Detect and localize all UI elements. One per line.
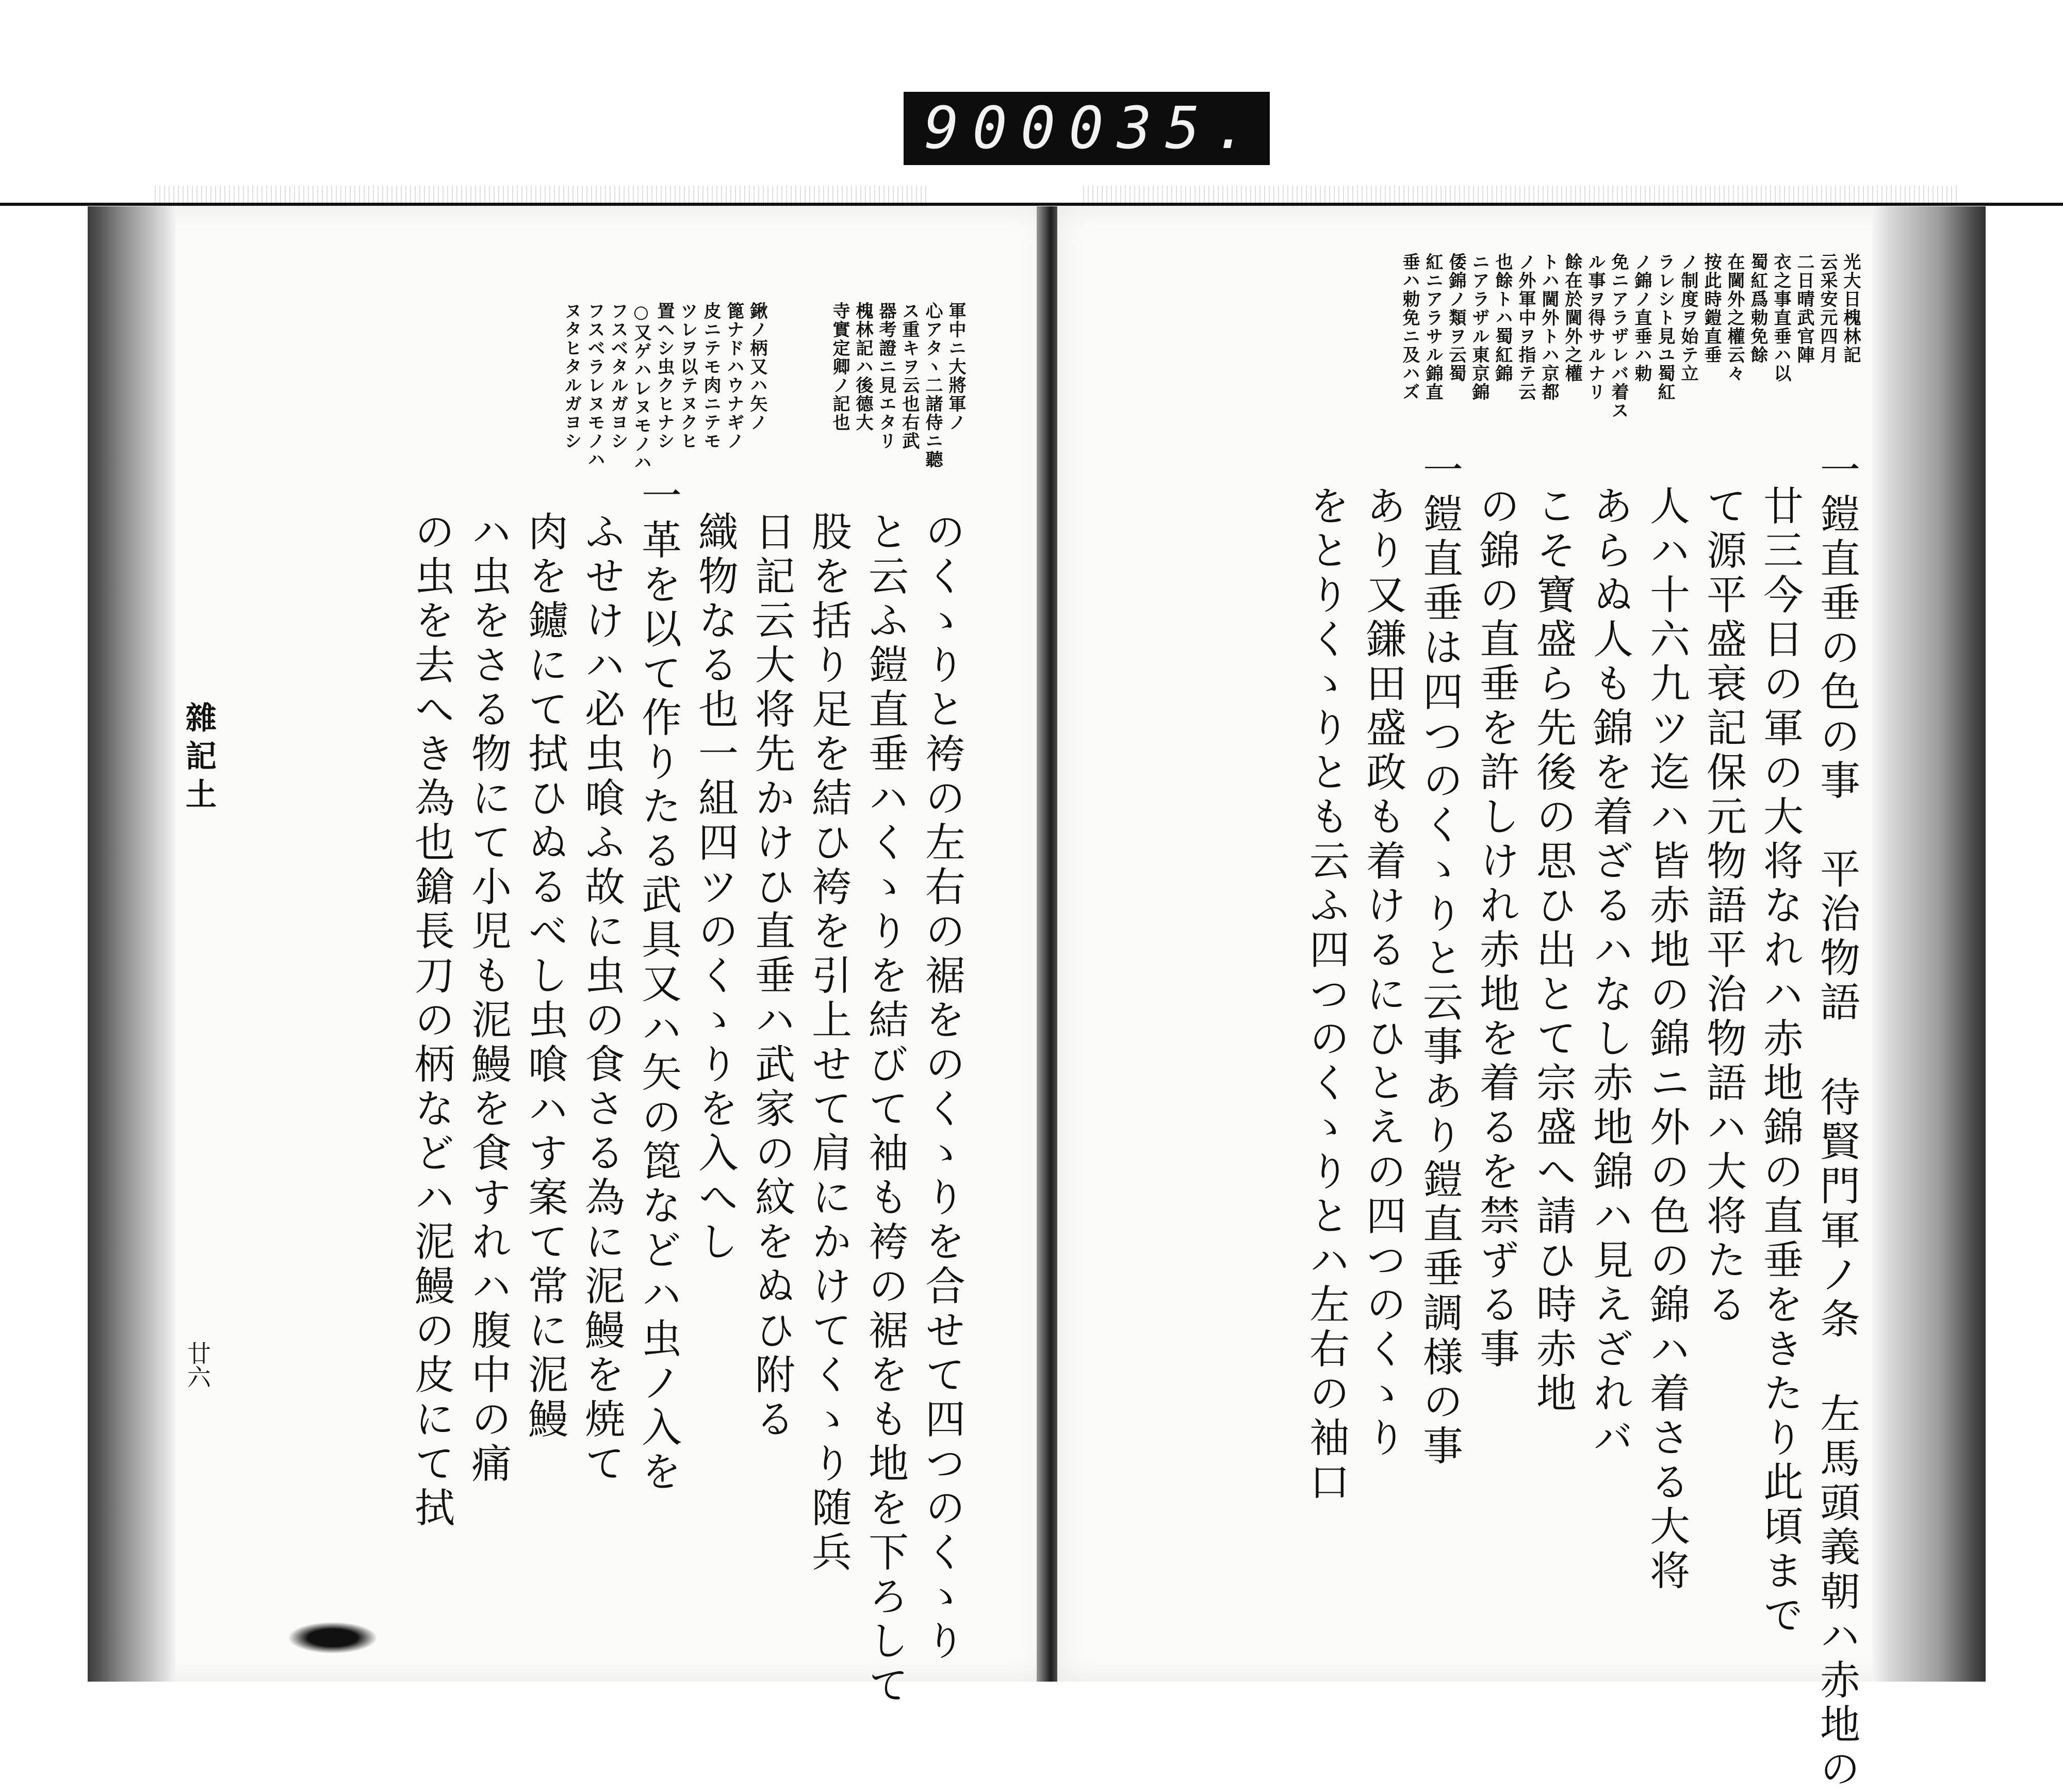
right-note-line: 蜀紅爲勅免餘 xyxy=(1747,253,1768,364)
frame-counter-right: 035. xyxy=(1069,95,1262,162)
left-main-line: 日記云大将先かけひ直垂ハ武家の紋をぬひ附る xyxy=(748,511,795,1442)
right-note-line: ニアラザル東京錦 xyxy=(1469,253,1489,401)
right-main-line: 一鎧直垂の色の事 平治物語 待賢門軍ノ条 左馬頭義朝ハ赤地の xyxy=(1813,449,1860,1792)
left-main-line: の虫を去へき為也鎗長刀の柄などハ泥鰻の皮にて拭 xyxy=(408,511,454,1531)
left-page xyxy=(88,206,1047,1708)
right-main-line: をとりくゝりとも云ふ四つのくゝりとハ左右の袖口 xyxy=(1303,485,1349,1505)
left-note-line: ツレヲ以テヌクヒ xyxy=(677,302,698,450)
page-number: 廿六 xyxy=(184,1341,211,1389)
left-main-line: と云ふ鎧直垂ハくゝりを結びて袖も袴の裾をも地を下ろして xyxy=(862,511,908,1708)
right-main-line: 人ハ十六九ツ迄ハ皆赤地の錦ニ外の色の錦ハ着さる大将 xyxy=(1643,485,1690,1594)
left-main-line: ふせけハ必虫喰ふ故に虫の食さる為に泥鰻を焼て xyxy=(578,511,625,1487)
right-main-line: の錦の直垂を許しけれ赤地を着るを禁ずる事 xyxy=(1473,485,1519,1372)
right-note-line: 紅ニアラサル錦直 xyxy=(1422,253,1443,401)
left-main-line: ハ虫をさる物にて小児も泥鰻を食すれハ腹中の痛 xyxy=(465,511,511,1487)
right-note-line: ノ制度ヲ始テ立 xyxy=(1678,253,1698,383)
right-note-line: ル事ヲ得サルナリ xyxy=(1585,253,1606,401)
left-main-line: 一革を以て作りたる武具又ハ矢の箆などハ虫ノ入を xyxy=(635,475,681,1495)
right-note-line: 也餘トハ蜀紅錦 xyxy=(1492,253,1513,383)
left-note-line: 置ヘシ虫クヒナシ xyxy=(654,302,675,450)
left-note-line: 槐林記ハ後德大 xyxy=(853,302,873,432)
right-note-line: 光大日槐林記 xyxy=(1840,253,1861,364)
right-note-line: 二日晴武官陣 xyxy=(1794,253,1814,364)
right-note-line: ラレシト見ユ蜀紅 xyxy=(1655,253,1675,401)
left-note-line: 篦ナドハウナギノ xyxy=(724,302,744,450)
right-note-line: 倭錦ノ類ヲ云蜀 xyxy=(1446,253,1466,383)
left-note-line: 寺實定卿ノ記也 xyxy=(829,302,850,432)
left-note-line: ヌタヒタルガヨシ xyxy=(561,302,582,450)
left-main-line: のくゝりと袴の左右の裾をのくゝりを合せて四つのくゝり xyxy=(919,511,965,1664)
left-note-line: フスベタルガヨシ xyxy=(608,302,628,450)
right-page-edge xyxy=(1872,206,1986,1682)
right-main-line: て源平盛衰記保元物語平治物語ハ大将たる xyxy=(1700,485,1746,1328)
right-main-line: あり又鎌田盛政も着けるにひとえの四つのくゝり xyxy=(1360,485,1406,1461)
left-note-line: ○又ゲハレヌモノハ xyxy=(631,302,651,472)
right-note-line: トハ閫外トハ京都 xyxy=(1538,253,1559,401)
right-note-line: 衣之事直垂ハ以 xyxy=(1771,253,1791,383)
right-main-line: 一鎧直垂は四つのくゝりと云事あり鎧直垂調様の事 xyxy=(1416,449,1463,1469)
left-main-line: 股を括り足を結ひ袴を引上せて肩にかけてくゝり随兵 xyxy=(805,511,852,1575)
microfilm-frame-counter xyxy=(904,92,1270,165)
right-note-line: 云采安元四月 xyxy=(1817,253,1838,364)
left-main-line: 肉を鑢にて拭ひぬるべし虫喰ハす案て常に泥鰻 xyxy=(521,511,568,1442)
right-main-line: 廿三今日の軍の大将なれハ赤地錦の直垂をきたり此頃まで xyxy=(1757,485,1803,1638)
left-note-line: 軍中ニ大將軍ノ xyxy=(945,302,966,432)
left-main-line: 織物なる也一組四ツのくゝりを入へし xyxy=(692,511,738,1265)
right-note-line: 按此時鎧直垂 xyxy=(1701,253,1722,364)
left-note-line: 鍬ノ柄又ハ矢ノ xyxy=(747,302,767,432)
running-title: 雜記土 xyxy=(181,702,217,816)
right-note-line: 免ニアラザレバ着ス xyxy=(1608,253,1629,420)
ink-blot xyxy=(289,1622,376,1653)
right-note-line: 餘在於閫外之權 xyxy=(1562,253,1582,383)
left-note-line: フスベラレヌモノハ xyxy=(584,302,605,469)
left-page-edge xyxy=(88,206,175,1682)
left-note-line: ス重キヲ云也右武 xyxy=(899,302,920,450)
right-page xyxy=(1057,206,1986,1792)
right-main-line: あらぬ人も錦を着ざるハなし赤地錦ハ見えざれバ xyxy=(1586,485,1633,1461)
right-note-line: 在閫外之權云々 xyxy=(1724,253,1745,383)
right-main-line: こそ寶盛ら先後の思ひ出とて宗盛へ請ひ時赤地 xyxy=(1530,485,1576,1416)
left-note-line: 皮ニテモ肉ニテモ xyxy=(700,302,721,450)
frame-counter-left: 900 xyxy=(924,95,1069,162)
book-top-rule xyxy=(0,203,2063,206)
open-book xyxy=(88,206,1986,1792)
left-note-line: 器考證ニ見エタリ xyxy=(876,302,896,450)
right-note-line: ノ錦ノ直垂ハ勅 xyxy=(1631,253,1652,383)
right-note-line: ノ外軍中ヲ指テ云 xyxy=(1515,253,1536,401)
left-note-line: 心アタヽ二諸侍ニ聽 xyxy=(922,302,943,469)
right-note-line: 垂ハ勅免ニ及ハズ xyxy=(1399,253,1420,401)
